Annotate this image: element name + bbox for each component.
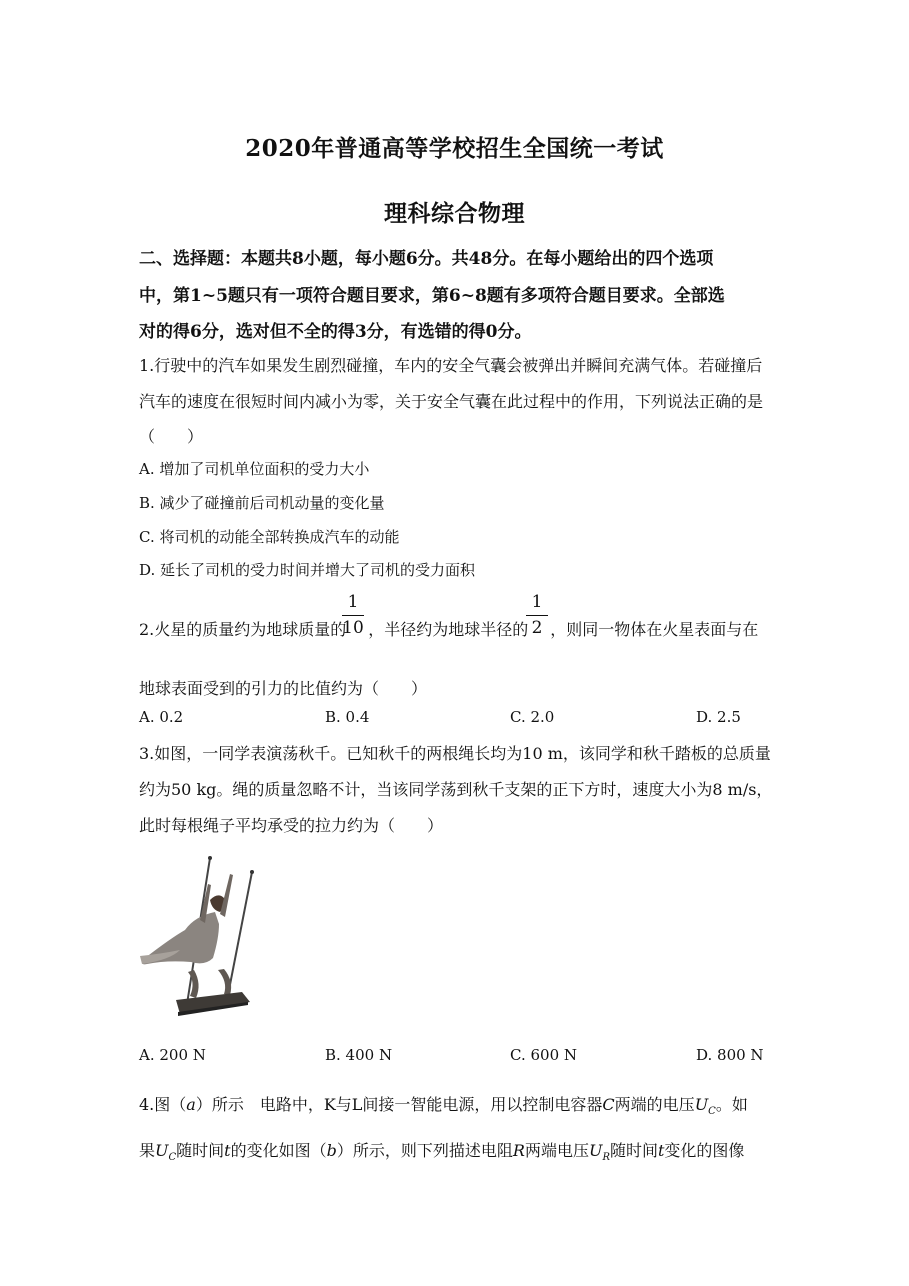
- swing-illustration: [140, 852, 270, 1020]
- q4-text: 随时间: [176, 1141, 225, 1160]
- q4-resistor-symbol: R: [512, 1141, 525, 1160]
- q4-figure-label-b: b: [326, 1141, 337, 1160]
- q4-text: 随时间: [609, 1141, 658, 1160]
- q4-stem-line-2: [139, 1138, 744, 1163]
- q3-option-d: D. 800 N: [696, 1046, 764, 1064]
- q2-text-part-1: 2.火星的质量约为地球质量的: [139, 620, 347, 639]
- q4-text: 两端的电压: [614, 1095, 695, 1114]
- q4-text: ）所示 电路中，K与L间接一智能电源，用以控制电容器: [195, 1095, 603, 1114]
- q4-voltage-subscript: R: [602, 1152, 610, 1164]
- q2-option-d: D. 2.5: [696, 708, 741, 726]
- q1-option-d: D. 延长了司机的受力时间并增大了司机的受力面积: [139, 561, 476, 579]
- q1-stem-line-2: 汽车的速度在很短时间内减小为零，关于安全气囊在此过程中的作用，下列说法正确的是: [139, 392, 764, 411]
- q4-time-symbol: t: [224, 1141, 231, 1160]
- section-instructions-line-2: 中，第1~5题只有一项符合题目要求，第6~8题有多项符合题目要求。全部选: [139, 286, 725, 306]
- q3-option-c: C. 600 N: [510, 1046, 578, 1064]
- q4-stem-line-1: [139, 1092, 748, 1117]
- section-instructions-line-3: 对的得6分，选对但不全的得3分，有选错的得0分。: [139, 322, 532, 342]
- q4-text: 。如: [715, 1095, 748, 1114]
- q3-option-a: A. 200 N: [139, 1046, 206, 1064]
- q4-voltage-symbol: U: [155, 1141, 169, 1160]
- q4-text: 的变化如图（: [230, 1141, 327, 1160]
- exam-subtitle: 理科综合物理: [384, 200, 525, 227]
- q2-stem-line-1: [139, 617, 758, 640]
- q4-voltage-symbol: U: [588, 1141, 603, 1160]
- q3-stem-line-3: 此时每根绳子平均承受的拉力约为（ ）: [139, 816, 444, 835]
- section-instructions-line-1: 二、选择题：本题共8小题，每小题6分。共48分。在每小题给出的四个选项: [139, 249, 714, 269]
- q4-text: ）所示，则下列描述电阻: [336, 1141, 513, 1160]
- q1-stem-line-1: 1.行驶中的汽车如果发生剧烈碰撞，车内的安全气囊会被弹出并瞬间充满气体。若碰撞后: [139, 356, 763, 375]
- q2-fraction-mass-numerator: 1: [342, 592, 364, 616]
- q4-voltage-symbol: U: [694, 1095, 709, 1114]
- q2-fraction-radius-numerator: 1: [526, 592, 548, 616]
- q1-option-c: C. 将司机的动能全部转换成汽车的动能: [139, 528, 400, 546]
- q4-text: 变化的图像: [664, 1141, 745, 1160]
- q4-text: 4.图（: [139, 1095, 187, 1114]
- q2-option-a: A. 0.2: [139, 708, 184, 726]
- q3-option-b: B. 400 N: [325, 1046, 393, 1064]
- q1-option-b: B. 减少了碰撞前后司机动量的变化量: [139, 494, 385, 512]
- q4-voltage-subscript: C: [168, 1152, 177, 1164]
- q3-stem-line-1: 3.如图，一同学表演荡秋千。已知秋千的两根绳长均为10 m，该同学和秋千踏板的总质量: [139, 744, 771, 763]
- q2-fraction-radius-denominator: 2: [531, 618, 543, 638]
- q1-option-a: A. 增加了司机单位面积的受力大小: [139, 460, 370, 478]
- q2-option-c: C. 2.0: [510, 708, 555, 726]
- q2-stem-line-2: 地球表面受到的引力的比值约为（ ）: [139, 679, 428, 698]
- q4-capacitor-symbol: C: [602, 1095, 615, 1114]
- q4-voltage-subscript: C: [708, 1106, 716, 1118]
- q2-fraction-mass-denominator: 10: [342, 618, 364, 638]
- q4-time-symbol: t: [657, 1141, 665, 1160]
- q4-figure-label-a: a: [186, 1095, 196, 1114]
- q4-text: 两端电压: [524, 1141, 589, 1160]
- exam-title: 2020年普通高等学校招生全国统一考试: [245, 135, 664, 162]
- q3-stem-line-2: 约为50 kg。绳的质量忽略不计，当该同学荡到秋千支架的正下方时，速度大小为8 m/s，: [139, 780, 773, 799]
- q2-text-part-3: ，则同一物体在火星表面与在: [550, 620, 759, 639]
- q1-stem-line-3: （ ）: [139, 427, 204, 446]
- q2-fraction-radius: [526, 592, 548, 638]
- q4-text: 果: [139, 1141, 156, 1160]
- q2-fraction-mass: [342, 592, 364, 638]
- q2-option-b: B. 0.4: [325, 708, 370, 726]
- q2-text-part-2: ，半径约为地球半径的: [368, 620, 529, 639]
